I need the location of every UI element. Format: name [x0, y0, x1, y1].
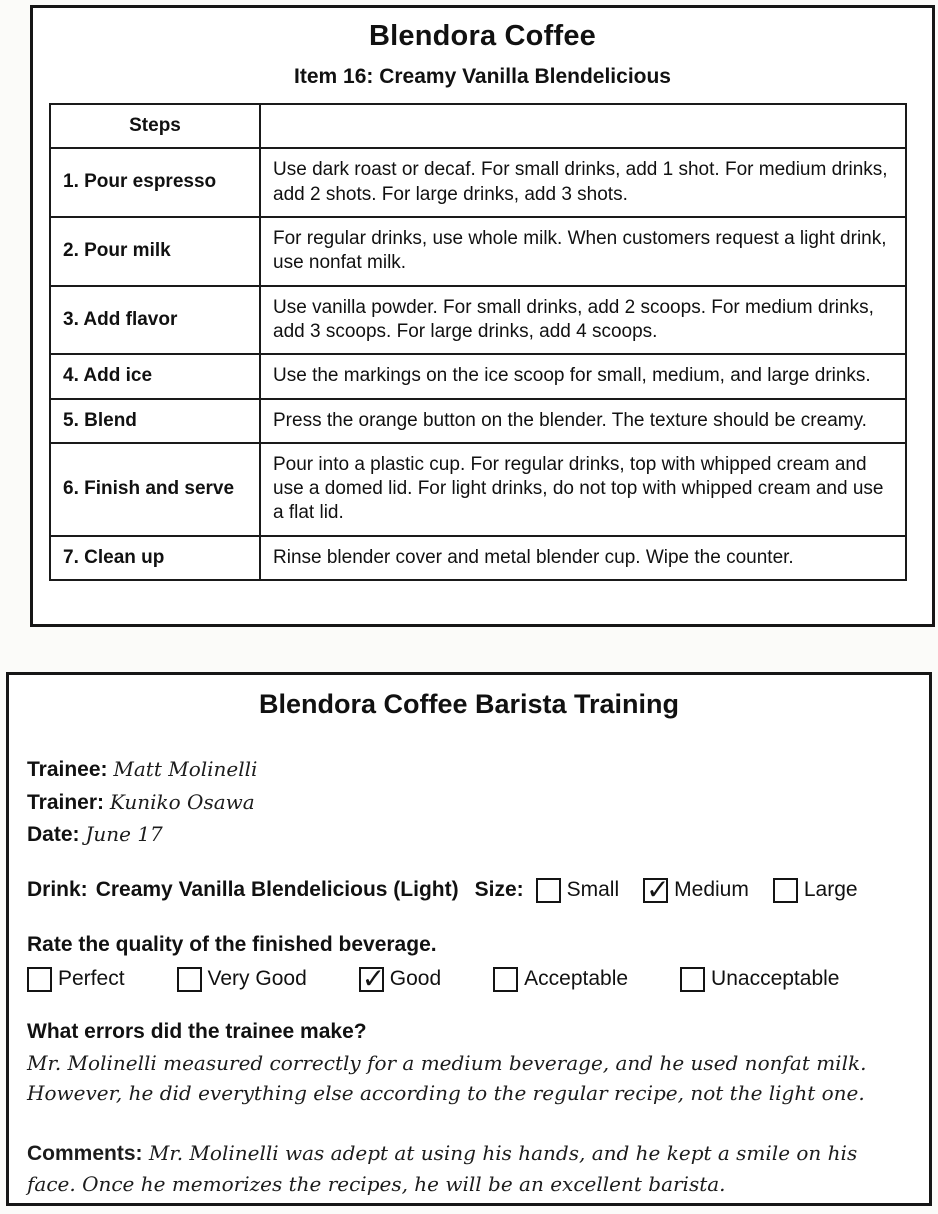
form-title: Blendora Coffee Barista Training — [258, 689, 680, 719]
size-option-small — [536, 878, 620, 903]
quality-option-perfect-label: Perfect — [58, 967, 125, 991]
table-row — [50, 148, 906, 217]
comments-text — [27, 1138, 911, 1200]
checkbox-perfect — [27, 967, 52, 992]
trainer-field — [27, 787, 911, 820]
step-name: 2. Pour milk — [50, 217, 260, 286]
quality-option-very-good-label: Very Good — [207, 967, 307, 991]
table-row — [50, 536, 906, 580]
comments-block — [27, 1138, 911, 1200]
table-row — [50, 399, 906, 443]
comments-label: Comments: — [27, 1141, 143, 1165]
size-option-large-label: Large — [803, 878, 858, 902]
trainee-label: Trainee: — [27, 758, 108, 781]
size-option-small-label: Small — [566, 878, 620, 902]
step-description: Use vanilla powder. For small drinks, add 2 scoops. For medium drinks, add 3 scoops. For large drinks, add 4 scoops. — [260, 286, 906, 355]
quality-option-unacceptable-label: Unacceptable — [711, 967, 840, 991]
header-empty-cell — [260, 104, 906, 148]
check-icon: ✓ — [646, 872, 670, 906]
step-description: Rinse blender cover and metal blender cup. Wipe the counter. — [260, 536, 906, 580]
quality-block — [27, 932, 911, 995]
step-description: For regular drinks, use whole milk. When customers request a light drink, use nonfat milk. — [260, 217, 906, 286]
size-label: Size: — [474, 878, 524, 902]
step-name: 1. Pour espresso — [50, 148, 260, 217]
checkbox-acceptable — [493, 967, 518, 992]
drink-size-row — [27, 872, 911, 906]
recipe-subtitle: Item 16: Creamy Vanilla Blendelicious — [294, 65, 671, 88]
quality-option-good-label: Good — [389, 967, 442, 991]
form-fields — [27, 754, 911, 852]
table-row — [50, 217, 906, 286]
checkbox-small — [536, 878, 561, 903]
table-header-row — [50, 104, 906, 148]
table-row — [50, 443, 906, 536]
errors-prompt: What errors did the trainee make? — [27, 1019, 367, 1043]
trainer-value: Kuniko Osawa — [109, 789, 255, 814]
trainee-field — [27, 754, 911, 787]
steps-column-header: Steps — [50, 104, 260, 148]
quality-option-acceptable-label: Acceptable — [524, 967, 629, 991]
quality-option-acceptable — [493, 967, 628, 992]
date-value: June 17 — [85, 822, 163, 847]
step-name: 7. Clean up — [50, 536, 260, 580]
step-description: Pour into a plastic cup. For regular drinks, top with whipped cream and use a domed lid. For light drinks, do not top with whipped cream and use a flat lid. — [260, 443, 906, 536]
recipe-title: Blendora Coffee — [369, 20, 596, 52]
step-name: 3. Add flavor — [50, 286, 260, 355]
quality-option-perfect — [27, 967, 125, 992]
check-icon: ✓ — [361, 961, 386, 995]
drink-label: Drink: — [27, 878, 88, 902]
table-row — [50, 286, 906, 355]
trainer-label: Trainer: — [27, 790, 105, 814]
quality-options-row — [27, 961, 911, 995]
comments-answer: Mr. Molinelli was adept at using his hands, and he kept a smile on his face. Once he memorizes the recipes, he will be an excellent barista. — [27, 1140, 858, 1197]
recipe-card — [30, 5, 935, 627]
errors-answer: Mr. Molinelli measured correctly for a medium beverage, and he used nonfat milk. However, he did everything else according to the regular recipe, not the light one. — [27, 1050, 867, 1105]
step-name: 4. Add ice — [50, 354, 260, 398]
size-option-medium — [643, 872, 749, 906]
errors-block — [27, 1020, 911, 1108]
step-name: 6. Finish and serve — [50, 443, 260, 536]
size-option-large — [773, 878, 858, 903]
quality-option-very-good — [177, 967, 307, 992]
checkbox-medium — [643, 872, 670, 906]
checkbox-very-good — [177, 967, 202, 992]
quality-option-unacceptable — [680, 967, 839, 992]
step-name: 5. Blend — [50, 399, 260, 443]
training-form — [6, 672, 932, 1206]
date-field — [27, 819, 911, 852]
drink-value: Creamy Vanilla Blendelicious (Light) — [95, 878, 459, 902]
table-row — [50, 354, 906, 398]
steps-table — [49, 103, 907, 581]
checkbox-good — [359, 961, 386, 995]
trainee-value: Matt Molinelli — [113, 757, 258, 781]
step-description: Use dark roast or decaf. For small drinks, add 1 shot. For medium drinks, add 2 shots. For large drinks, add 3 shots. — [260, 148, 906, 217]
step-description: Use the markings on the ice scoop for small, medium, and large drinks. — [260, 354, 906, 398]
size-option-medium-label: Medium — [674, 878, 749, 902]
step-description: Press the orange button on the blender. The texture should be creamy. — [260, 399, 906, 443]
quality-prompt: Rate the quality of the finished beverage. — [27, 932, 437, 956]
checkbox-large — [773, 878, 798, 903]
checkbox-unacceptable — [680, 967, 705, 992]
date-label: Date: — [27, 823, 80, 847]
quality-option-good — [359, 961, 442, 995]
